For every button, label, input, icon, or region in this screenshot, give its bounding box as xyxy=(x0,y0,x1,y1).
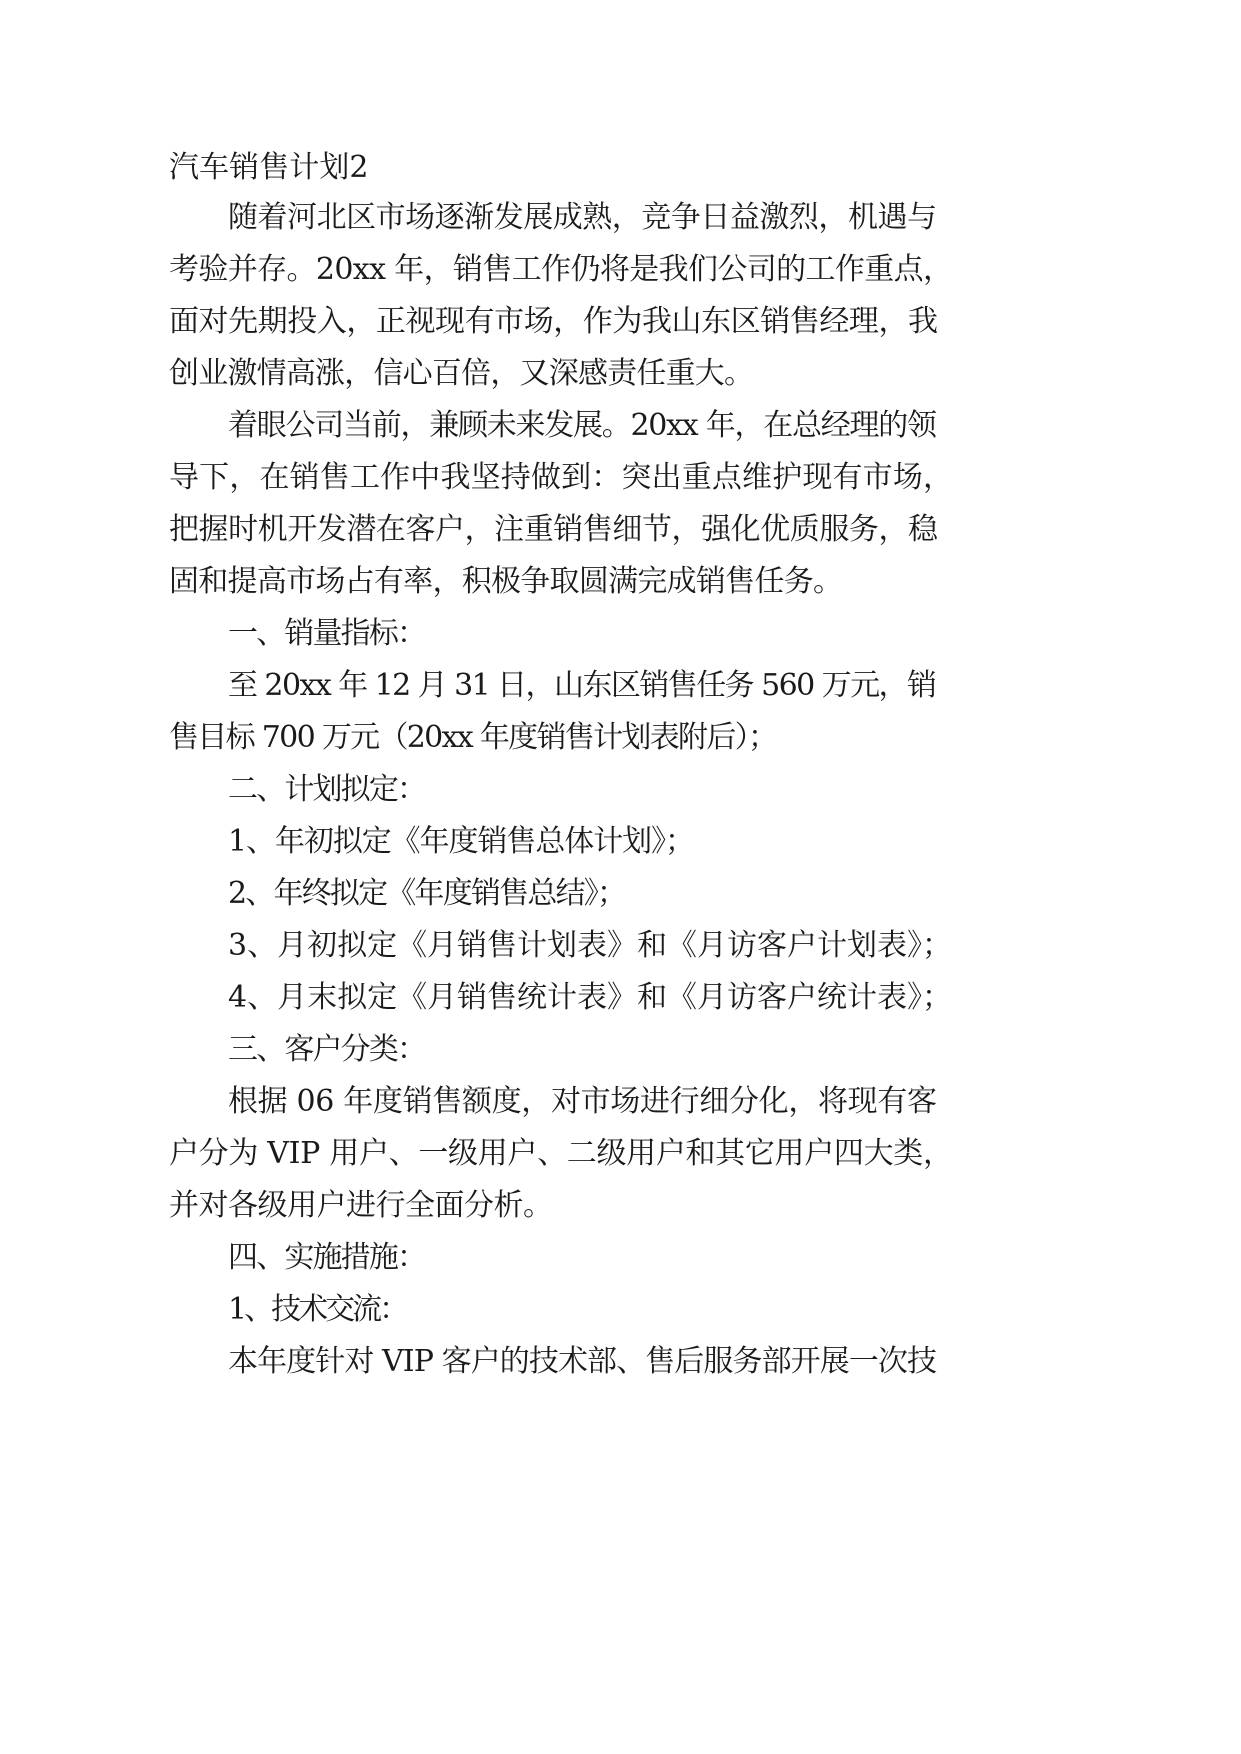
paragraph-line: 本年度针对 VIP 客户的技术部、售后服务部开展一次技 xyxy=(228,1344,937,1379)
paragraph-line: 固和提高市场占有率，积极争取圆满完成销售任务。 xyxy=(169,564,843,599)
list-item: 2、年终拟定《年度销售总结》； xyxy=(228,876,626,911)
paragraph-line: 导下，在销售工作中我坚持做到：突出重点维护现有市场， xyxy=(169,460,954,495)
list-item: 3、月初拟定《月销售计划表》和《月访客户计划表》； xyxy=(228,928,952,963)
section-heading: 一、销量指标： xyxy=(228,616,426,651)
paragraph-line: 根据 06 年度销售额度，对市场进行细分化，将现有客 xyxy=(228,1084,937,1119)
paragraph-line: 面对先期投入，正视现有市场，作为我山东区销售经理，我 xyxy=(169,304,938,339)
paragraph-line: 创业激情高涨，信心百倍，又深感责任重大。 xyxy=(169,356,754,391)
section-heading: 四、实施措施： xyxy=(228,1240,426,1275)
paragraph-line: 并对各级用户进行全面分析。 xyxy=(169,1188,553,1223)
paragraph-line: 随着河北区市场逐渐发展成熟，竞争日益激烈，机遇与 xyxy=(228,200,937,235)
list-item: 1、年初拟定《年度销售总体计划》； xyxy=(228,824,694,859)
section-heading: 三、客户分类： xyxy=(228,1032,426,1067)
paragraph-line: 着眼公司当前，兼顾未来发展。20xx 年，在总经理的领 xyxy=(228,408,936,443)
list-item: 4、月末拟定《月销售统计表》和《月访客户统计表》； xyxy=(228,980,952,1015)
paragraph-line: 售目标 700 万元（20xx 年度销售计划表附后）； xyxy=(169,720,777,755)
paragraph-line: 至 20xx 年 12 月 31 日，山东区销售任务 560 万元，销 xyxy=(228,668,936,703)
paragraph-line: 把握时机开发潜在客户，注重销售细节，强化优质服务，稳 xyxy=(169,512,938,547)
section-heading: 二、计划拟定： xyxy=(228,772,426,807)
document-title: 汽车销售计划2 xyxy=(169,150,369,185)
paragraph-line: 考验并存。20xx 年，销售工作仍将是我们公司的工作重点， xyxy=(169,252,953,287)
sub-heading: 1、技术交流： xyxy=(228,1292,407,1327)
paragraph-line: 户分为 VIP 用户、一级用户、二级用户和其它用户四大类， xyxy=(169,1136,953,1171)
